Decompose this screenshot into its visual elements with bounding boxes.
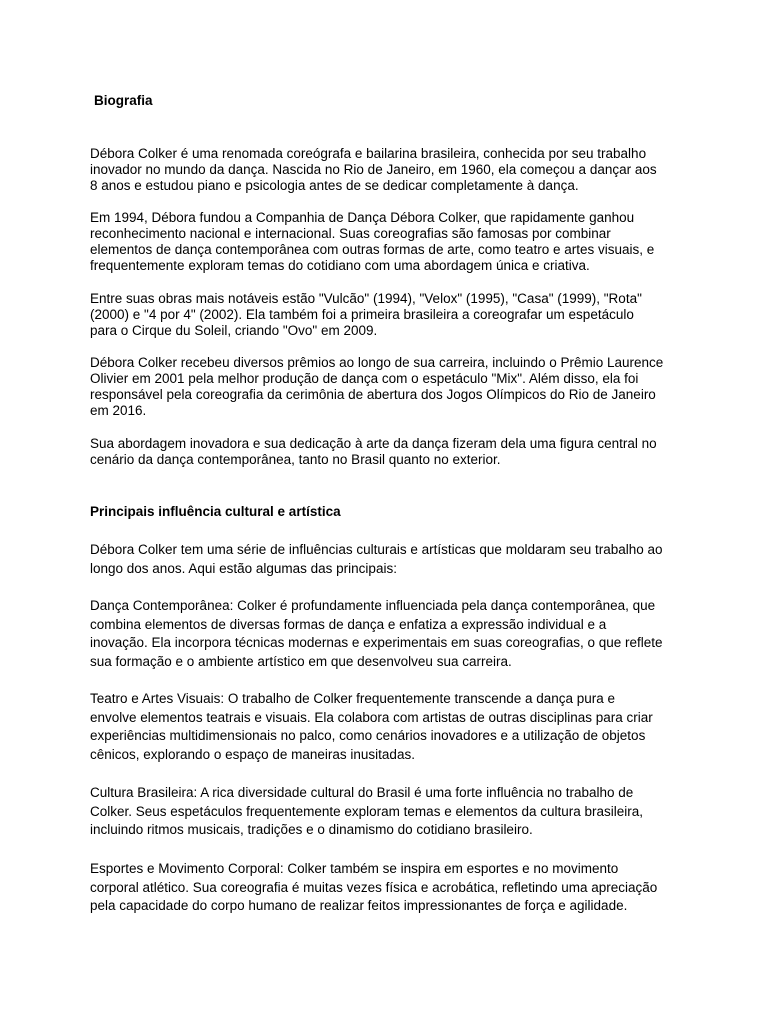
influencia-cultura-brasileira-paragraph: Cultura Brasileira: A rica diversidade cultural do Brasil é uma forte influência no trabalho de Colker. Seus espetáculos frequentemente exploram temas e elementos da cultura brasileira, incluindo ritmos musicais, tradições e o dinamismo do cotidiano brasileiro. (90, 785, 644, 837)
influencia-danca-contemporanea-paragraph: Dança Contemporânea: Colker é profundamente influenciada pela dança contemporânea, que combina elementos de diversas formas de dança e enfatiza a expressão individual e a inovação. Ela incorpora técnicas modernas e experimentais em suas coreografias, o que reflete sua formação e o ambiente artístico em que desenvolveu sua carreira. (90, 598, 663, 669)
section-title-biografia: Biografia (94, 93, 153, 108)
influencia-esportes-movimento-paragraph: Esportes e Movimento Corporal: Colker também se inspira em esportes e no movimento corporal atlético. Sua coreografia é muitas vezes física e acrobática, refletindo uma apreciação pela capacidade do corpo humano de realizar feitos impressionantes de força e agilidade. (90, 861, 658, 913)
influencia-teatro-artes-visuais-paragraph: Teatro e Artes Visuais: O trabalho de Colker frequentemente transcende a dança pura e envolve elementos teatrais e visuais. Ela colabora com artistas de outras disciplinas para criar experiências multidimensionais no palco, como cenários inovadores e a utilização de objetos cênicos, explorando o espaço de maneiras inusitadas. (90, 691, 653, 762)
biografia-paragraph-2: Em 1994, Débora fundou a Companhia de Dança Débora Colker, que rapidamente ganhou reconhecimento nacional e internacional. Suas coreografias são famosas por combinar elementos de dança contemporânea com outras formas de arte, como teatro e artes visuais, e frequentemente exploram temas do cotidiano com uma abordagem única e criativa. (90, 210, 655, 273)
influencias-intro-paragraph: Débora Colker tem uma série de influências culturais e artísticas que moldaram seu trabalho ao longo dos anos. Aqui estão algumas das principais: (90, 542, 663, 576)
biografia-paragraph-1: Débora Colker é uma renomada coreógrafa e bailarina brasileira, conhecida por seu trabalho inovador no mundo da dança. Nascida no Rio de Janeiro, em 1960, ela começou a dançar aos 8 anos e estudou piano e psicologia antes de se dedicar completamente à dança. (90, 146, 657, 193)
biografia-paragraph-3: Entre suas obras mais notáveis estão "Vulcão" (1994), "Velox" (1995), "Casa" (1999), "Rota" (2000) e "4 por 4" (2002). Ela também foi a primeira brasileira a coreografar um espetáculo para o Cirque du Soleil, criando "Ovo" em 2009. (90, 291, 642, 338)
biografia-paragraph-5: Sua abordagem inovadora e sua dedicação à arte da dança fizeram dela uma figura central no cenário da dança contemporânea, tanto no Brasil quanto no exterior. (90, 436, 657, 467)
section-title-influencias: Principais influência cultural e artística (90, 504, 341, 519)
biografia-paragraph-4: Débora Colker recebeu diversos prêmios ao longo de sua carreira, incluindo o Prêmio Laurence Olivier em 2001 pela melhor produção de dança com o espetáculo "Mix". Além disso, ela foi responsável pela coreografia da cerimônia de abertura dos Jogos Olímpicos do Rio de Janeiro em 2016. (90, 355, 664, 418)
